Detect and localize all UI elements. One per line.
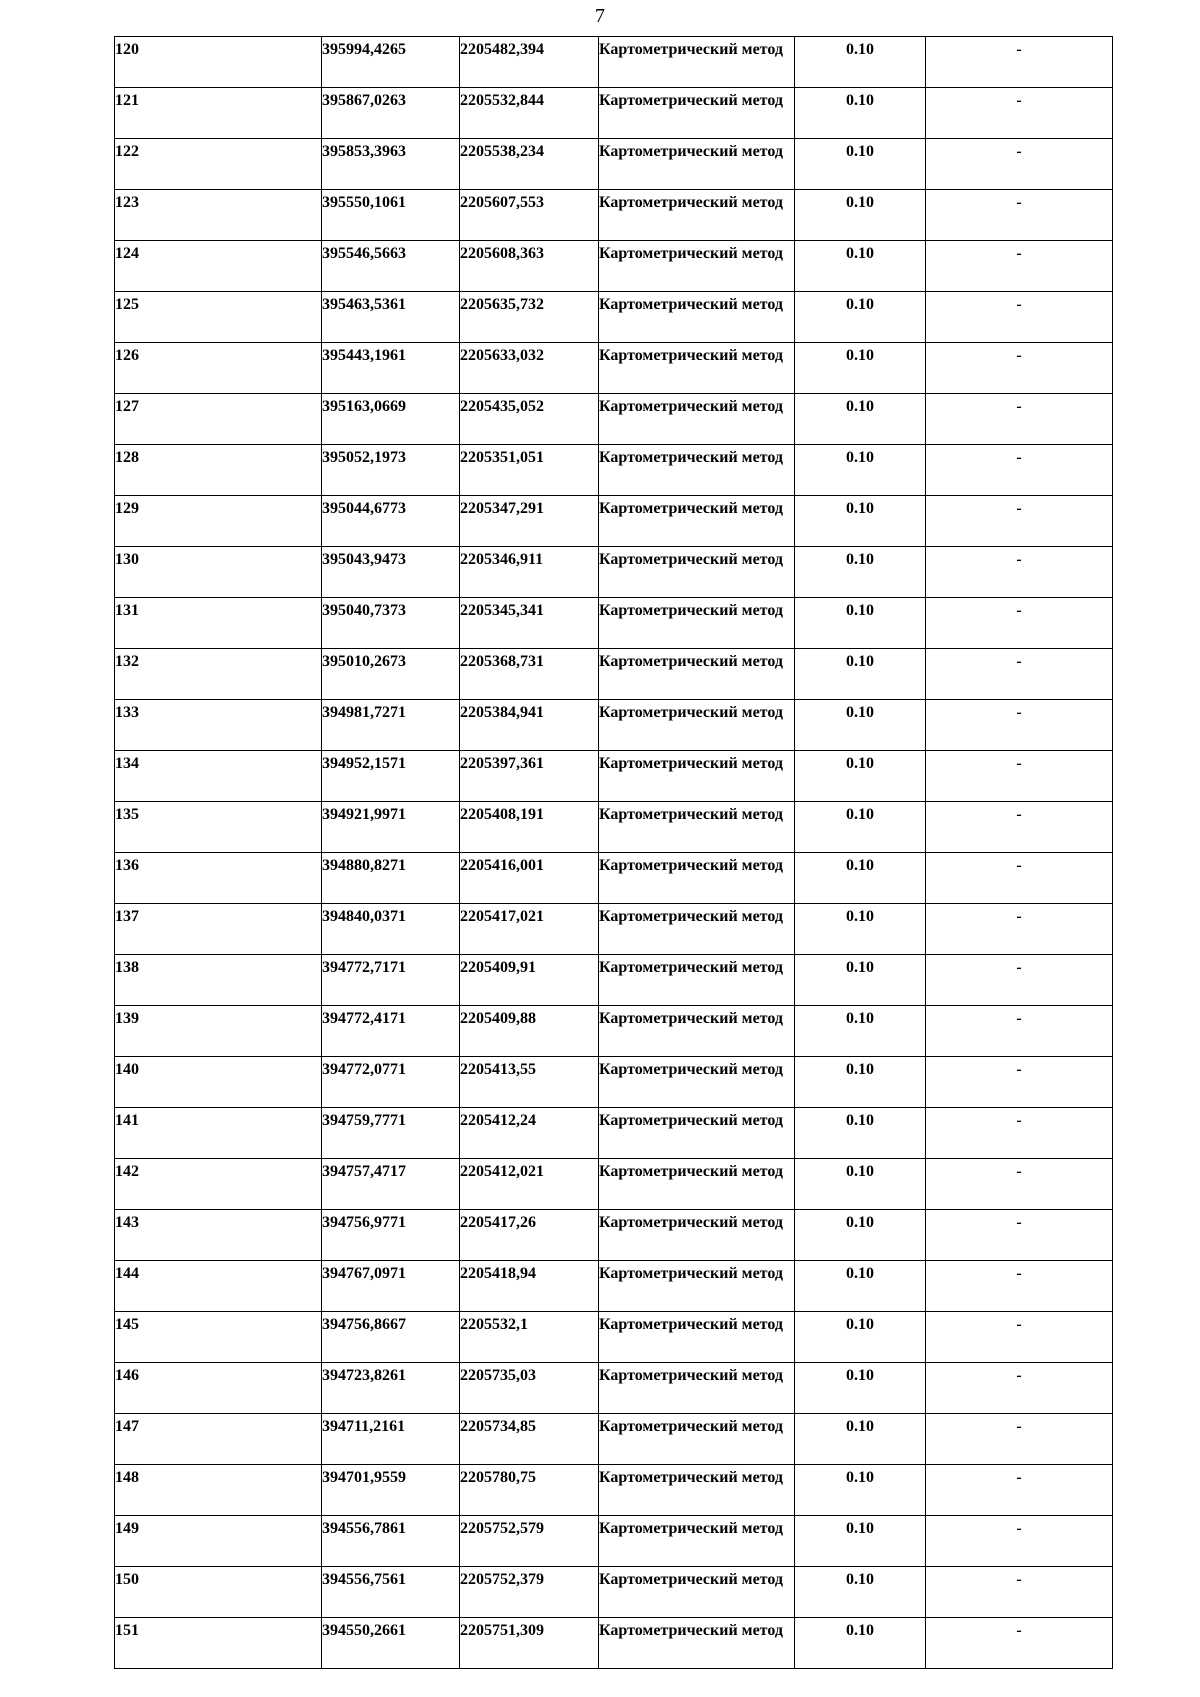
method-cell: Картометрический метод bbox=[599, 190, 795, 241]
y-coordinate-cell: 2205752,579 bbox=[460, 1516, 599, 1567]
table-row bbox=[115, 1363, 1113, 1414]
table-row bbox=[115, 1465, 1113, 1516]
table-row bbox=[115, 241, 1113, 292]
point-number-cell: 132 bbox=[115, 649, 322, 700]
accuracy-cell: 0.10 bbox=[795, 190, 926, 241]
accuracy-cell: 0.10 bbox=[795, 1567, 926, 1618]
table-row bbox=[115, 292, 1113, 343]
table-row bbox=[115, 343, 1113, 394]
note-cell: - bbox=[926, 751, 1113, 802]
method-cell: Картометрический метод bbox=[599, 1159, 795, 1210]
point-number-cell: 148 bbox=[115, 1465, 322, 1516]
method-cell: Картометрический метод bbox=[599, 139, 795, 190]
y-coordinate-cell: 2205345,341 bbox=[460, 598, 599, 649]
accuracy-cell: 0.10 bbox=[795, 1516, 926, 1567]
y-coordinate-cell: 2205413,55 bbox=[460, 1057, 599, 1108]
accuracy-cell: 0.10 bbox=[795, 904, 926, 955]
x-coordinate-cell: 394701,9559 bbox=[322, 1465, 460, 1516]
x-coordinate-cell: 394772,0771 bbox=[322, 1057, 460, 1108]
x-coordinate-cell: 395546,5663 bbox=[322, 241, 460, 292]
accuracy-cell: 0.10 bbox=[795, 955, 926, 1006]
x-coordinate-cell: 395463,5361 bbox=[322, 292, 460, 343]
point-number-cell: 128 bbox=[115, 445, 322, 496]
method-cell: Картометрический метод bbox=[599, 751, 795, 802]
accuracy-cell: 0.10 bbox=[795, 88, 926, 139]
point-number-cell: 133 bbox=[115, 700, 322, 751]
point-number-cell: 150 bbox=[115, 1567, 322, 1618]
x-coordinate-cell: 394550,2661 bbox=[322, 1618, 460, 1669]
x-coordinate-cell: 395867,0263 bbox=[322, 88, 460, 139]
y-coordinate-cell: 2205409,88 bbox=[460, 1006, 599, 1057]
method-cell: Картометрический метод bbox=[599, 1516, 795, 1567]
point-number-cell: 123 bbox=[115, 190, 322, 241]
y-coordinate-cell: 2205416,001 bbox=[460, 853, 599, 904]
note-cell: - bbox=[926, 1312, 1113, 1363]
y-coordinate-cell: 2205368,731 bbox=[460, 649, 599, 700]
method-cell: Картометрический метод bbox=[599, 853, 795, 904]
accuracy-cell: 0.10 bbox=[795, 37, 926, 88]
point-number-cell: 135 bbox=[115, 802, 322, 853]
accuracy-cell: 0.10 bbox=[795, 802, 926, 853]
method-cell: Картометрический метод bbox=[599, 598, 795, 649]
point-number-cell: 151 bbox=[115, 1618, 322, 1669]
x-coordinate-cell: 394981,7271 bbox=[322, 700, 460, 751]
y-coordinate-cell: 2205752,379 bbox=[460, 1567, 599, 1618]
accuracy-cell: 0.10 bbox=[795, 853, 926, 904]
point-number-cell: 142 bbox=[115, 1159, 322, 1210]
y-coordinate-cell: 2205417,021 bbox=[460, 904, 599, 955]
accuracy-cell: 0.10 bbox=[795, 1363, 926, 1414]
table-row bbox=[115, 445, 1113, 496]
point-number-cell: 140 bbox=[115, 1057, 322, 1108]
method-cell: Картометрический метод bbox=[599, 88, 795, 139]
table-row bbox=[115, 1210, 1113, 1261]
y-coordinate-cell: 2205351,051 bbox=[460, 445, 599, 496]
method-cell: Картометрический метод bbox=[599, 649, 795, 700]
note-cell: - bbox=[926, 1465, 1113, 1516]
table-row bbox=[115, 1108, 1113, 1159]
method-cell: Картометрический метод bbox=[599, 1312, 795, 1363]
y-coordinate-cell: 2205734,85 bbox=[460, 1414, 599, 1465]
accuracy-cell: 0.10 bbox=[795, 1159, 926, 1210]
note-cell: - bbox=[926, 649, 1113, 700]
note-cell: - bbox=[926, 1516, 1113, 1567]
x-coordinate-cell: 394772,7171 bbox=[322, 955, 460, 1006]
method-cell: Картометрический метод bbox=[599, 1057, 795, 1108]
y-coordinate-cell: 2205412,24 bbox=[460, 1108, 599, 1159]
y-coordinate-cell: 2205607,553 bbox=[460, 190, 599, 241]
method-cell: Картометрический метод bbox=[599, 802, 795, 853]
x-coordinate-cell: 395040,7373 bbox=[322, 598, 460, 649]
method-cell: Картометрический метод bbox=[599, 1618, 795, 1669]
table-row bbox=[115, 700, 1113, 751]
point-number-cell: 127 bbox=[115, 394, 322, 445]
accuracy-cell: 0.10 bbox=[795, 496, 926, 547]
accuracy-cell: 0.10 bbox=[795, 241, 926, 292]
accuracy-cell: 0.10 bbox=[795, 1210, 926, 1261]
table-row bbox=[115, 88, 1113, 139]
x-coordinate-cell: 394772,4171 bbox=[322, 1006, 460, 1057]
y-coordinate-cell: 2205532,1 bbox=[460, 1312, 599, 1363]
point-number-cell: 138 bbox=[115, 955, 322, 1006]
method-cell: Картометрический метод bbox=[599, 1108, 795, 1159]
note-cell: - bbox=[926, 343, 1113, 394]
y-coordinate-cell: 2205780,75 bbox=[460, 1465, 599, 1516]
table-row bbox=[115, 1567, 1113, 1618]
table-row bbox=[115, 547, 1113, 598]
x-coordinate-cell: 394840,0371 bbox=[322, 904, 460, 955]
accuracy-cell: 0.10 bbox=[795, 700, 926, 751]
note-cell: - bbox=[926, 802, 1113, 853]
method-cell: Картометрический метод bbox=[599, 955, 795, 1006]
note-cell: - bbox=[926, 1210, 1113, 1261]
x-coordinate-cell: 394711,2161 bbox=[322, 1414, 460, 1465]
accuracy-cell: 0.10 bbox=[795, 547, 926, 598]
x-coordinate-cell: 395044,6773 bbox=[322, 496, 460, 547]
table-row bbox=[115, 1261, 1113, 1312]
x-coordinate-cell: 395853,3963 bbox=[322, 139, 460, 190]
y-coordinate-cell: 2205532,844 bbox=[460, 88, 599, 139]
accuracy-cell: 0.10 bbox=[795, 598, 926, 649]
accuracy-cell: 0.10 bbox=[795, 394, 926, 445]
accuracy-cell: 0.10 bbox=[795, 343, 926, 394]
y-coordinate-cell: 2205482,394 bbox=[460, 37, 599, 88]
note-cell: - bbox=[926, 598, 1113, 649]
point-number-cell: 144 bbox=[115, 1261, 322, 1312]
y-coordinate-cell: 2205409,91 bbox=[460, 955, 599, 1006]
table-row bbox=[115, 1312, 1113, 1363]
y-coordinate-cell: 2205635,732 bbox=[460, 292, 599, 343]
table-row bbox=[115, 955, 1113, 1006]
method-cell: Картометрический метод bbox=[599, 343, 795, 394]
note-cell: - bbox=[926, 496, 1113, 547]
x-coordinate-cell: 394952,1571 bbox=[322, 751, 460, 802]
table-row bbox=[115, 1057, 1113, 1108]
method-cell: Картометрический метод bbox=[599, 1363, 795, 1414]
table-row bbox=[115, 1516, 1113, 1567]
note-cell: - bbox=[926, 1618, 1113, 1669]
method-cell: Картометрический метод bbox=[599, 394, 795, 445]
table-row bbox=[115, 139, 1113, 190]
method-cell: Картометрический метод bbox=[599, 1465, 795, 1516]
x-coordinate-cell: 395443,1961 bbox=[322, 343, 460, 394]
x-coordinate-cell: 394921,9971 bbox=[322, 802, 460, 853]
note-cell: - bbox=[926, 292, 1113, 343]
accuracy-cell: 0.10 bbox=[795, 445, 926, 496]
point-number-cell: 134 bbox=[115, 751, 322, 802]
x-coordinate-cell: 395052,1973 bbox=[322, 445, 460, 496]
method-cell: Картометрический метод bbox=[599, 700, 795, 751]
y-coordinate-cell: 2205346,911 bbox=[460, 547, 599, 598]
point-number-cell: 122 bbox=[115, 139, 322, 190]
table-row bbox=[115, 751, 1113, 802]
table-row bbox=[115, 1414, 1113, 1465]
method-cell: Картометрический метод bbox=[599, 241, 795, 292]
accuracy-cell: 0.10 bbox=[795, 1006, 926, 1057]
note-cell: - bbox=[926, 955, 1113, 1006]
table-row bbox=[115, 853, 1113, 904]
note-cell: - bbox=[926, 190, 1113, 241]
y-coordinate-cell: 2205538,234 bbox=[460, 139, 599, 190]
table-row bbox=[115, 394, 1113, 445]
accuracy-cell: 0.10 bbox=[795, 1312, 926, 1363]
note-cell: - bbox=[926, 394, 1113, 445]
y-coordinate-cell: 2205397,361 bbox=[460, 751, 599, 802]
accuracy-cell: 0.10 bbox=[795, 1465, 926, 1516]
table-row bbox=[115, 190, 1113, 241]
x-coordinate-cell: 394767,0971 bbox=[322, 1261, 460, 1312]
point-number-cell: 120 bbox=[115, 37, 322, 88]
point-number-cell: 145 bbox=[115, 1312, 322, 1363]
table-row bbox=[115, 649, 1113, 700]
table-row bbox=[115, 904, 1113, 955]
point-number-cell: 143 bbox=[115, 1210, 322, 1261]
point-number-cell: 131 bbox=[115, 598, 322, 649]
y-coordinate-cell: 2205412,021 bbox=[460, 1159, 599, 1210]
point-number-cell: 141 bbox=[115, 1108, 322, 1159]
y-coordinate-cell: 2205435,052 bbox=[460, 394, 599, 445]
method-cell: Картометрический метод bbox=[599, 1210, 795, 1261]
note-cell: - bbox=[926, 88, 1113, 139]
coordinates-table-body bbox=[115, 37, 1113, 1669]
point-number-cell: 126 bbox=[115, 343, 322, 394]
accuracy-cell: 0.10 bbox=[795, 1108, 926, 1159]
x-coordinate-cell: 395550,1061 bbox=[322, 190, 460, 241]
y-coordinate-cell: 2205633,032 bbox=[460, 343, 599, 394]
point-number-cell: 136 bbox=[115, 853, 322, 904]
x-coordinate-cell: 394756,8667 bbox=[322, 1312, 460, 1363]
note-cell: - bbox=[926, 241, 1113, 292]
note-cell: - bbox=[926, 904, 1113, 955]
note-cell: - bbox=[926, 700, 1113, 751]
point-number-cell: 121 bbox=[115, 88, 322, 139]
page-number: 7 bbox=[595, 5, 605, 27]
point-number-cell: 137 bbox=[115, 904, 322, 955]
method-cell: Картометрический метод bbox=[599, 1414, 795, 1465]
table-row bbox=[115, 1159, 1113, 1210]
y-coordinate-cell: 2205417,26 bbox=[460, 1210, 599, 1261]
point-number-cell: 146 bbox=[115, 1363, 322, 1414]
note-cell: - bbox=[926, 1363, 1113, 1414]
y-coordinate-cell: 2205608,363 bbox=[460, 241, 599, 292]
note-cell: - bbox=[926, 853, 1113, 904]
accuracy-cell: 0.10 bbox=[795, 139, 926, 190]
x-coordinate-cell: 394880,8271 bbox=[322, 853, 460, 904]
note-cell: - bbox=[926, 1261, 1113, 1312]
note-cell: - bbox=[926, 1159, 1113, 1210]
accuracy-cell: 0.10 bbox=[795, 292, 926, 343]
table-row bbox=[115, 802, 1113, 853]
method-cell: Картометрический метод bbox=[599, 547, 795, 598]
accuracy-cell: 0.10 bbox=[795, 1261, 926, 1312]
method-cell: Картометрический метод bbox=[599, 292, 795, 343]
table-row bbox=[115, 37, 1113, 88]
x-coordinate-cell: 394556,7561 bbox=[322, 1567, 460, 1618]
point-number-cell: 149 bbox=[115, 1516, 322, 1567]
note-cell: - bbox=[926, 1057, 1113, 1108]
y-coordinate-cell: 2205418,94 bbox=[460, 1261, 599, 1312]
note-cell: - bbox=[926, 1414, 1113, 1465]
table-row bbox=[115, 1006, 1113, 1057]
point-number-cell: 129 bbox=[115, 496, 322, 547]
x-coordinate-cell: 394759,7771 bbox=[322, 1108, 460, 1159]
method-cell: Картометрический метод bbox=[599, 904, 795, 955]
note-cell: - bbox=[926, 37, 1113, 88]
accuracy-cell: 0.10 bbox=[795, 649, 926, 700]
note-cell: - bbox=[926, 1567, 1113, 1618]
table-row bbox=[115, 598, 1113, 649]
point-number-cell: 124 bbox=[115, 241, 322, 292]
table-row bbox=[115, 496, 1113, 547]
note-cell: - bbox=[926, 1108, 1113, 1159]
note-cell: - bbox=[926, 1006, 1113, 1057]
method-cell: Картометрический метод bbox=[599, 445, 795, 496]
point-number-cell: 130 bbox=[115, 547, 322, 598]
y-coordinate-cell: 2205735,03 bbox=[460, 1363, 599, 1414]
y-coordinate-cell: 2205408,191 bbox=[460, 802, 599, 853]
accuracy-cell: 0.10 bbox=[795, 1057, 926, 1108]
point-number-cell: 147 bbox=[115, 1414, 322, 1465]
table-row bbox=[115, 1618, 1113, 1669]
x-coordinate-cell: 395163,0669 bbox=[322, 394, 460, 445]
x-coordinate-cell: 395994,4265 bbox=[322, 37, 460, 88]
point-number-cell: 139 bbox=[115, 1006, 322, 1057]
y-coordinate-cell: 2205384,941 bbox=[460, 700, 599, 751]
accuracy-cell: 0.10 bbox=[795, 1618, 926, 1669]
point-number-cell: 125 bbox=[115, 292, 322, 343]
accuracy-cell: 0.10 bbox=[795, 751, 926, 802]
method-cell: Картометрический метод bbox=[599, 496, 795, 547]
method-cell: Картометрический метод bbox=[599, 1261, 795, 1312]
note-cell: - bbox=[926, 139, 1113, 190]
accuracy-cell: 0.10 bbox=[795, 1414, 926, 1465]
x-coordinate-cell: 395043,9473 bbox=[322, 547, 460, 598]
x-coordinate-cell: 395010,2673 bbox=[322, 649, 460, 700]
x-coordinate-cell: 394556,7861 bbox=[322, 1516, 460, 1567]
method-cell: Картометрический метод bbox=[599, 1567, 795, 1618]
x-coordinate-cell: 394723,8261 bbox=[322, 1363, 460, 1414]
x-coordinate-cell: 394756,9771 bbox=[322, 1210, 460, 1261]
method-cell: Картометрический метод bbox=[599, 37, 795, 88]
coordinates-table bbox=[114, 36, 1113, 1669]
y-coordinate-cell: 2205751,309 bbox=[460, 1618, 599, 1669]
y-coordinate-cell: 2205347,291 bbox=[460, 496, 599, 547]
method-cell: Картометрический метод bbox=[599, 1006, 795, 1057]
note-cell: - bbox=[926, 547, 1113, 598]
note-cell: - bbox=[926, 445, 1113, 496]
x-coordinate-cell: 394757,4717 bbox=[322, 1159, 460, 1210]
